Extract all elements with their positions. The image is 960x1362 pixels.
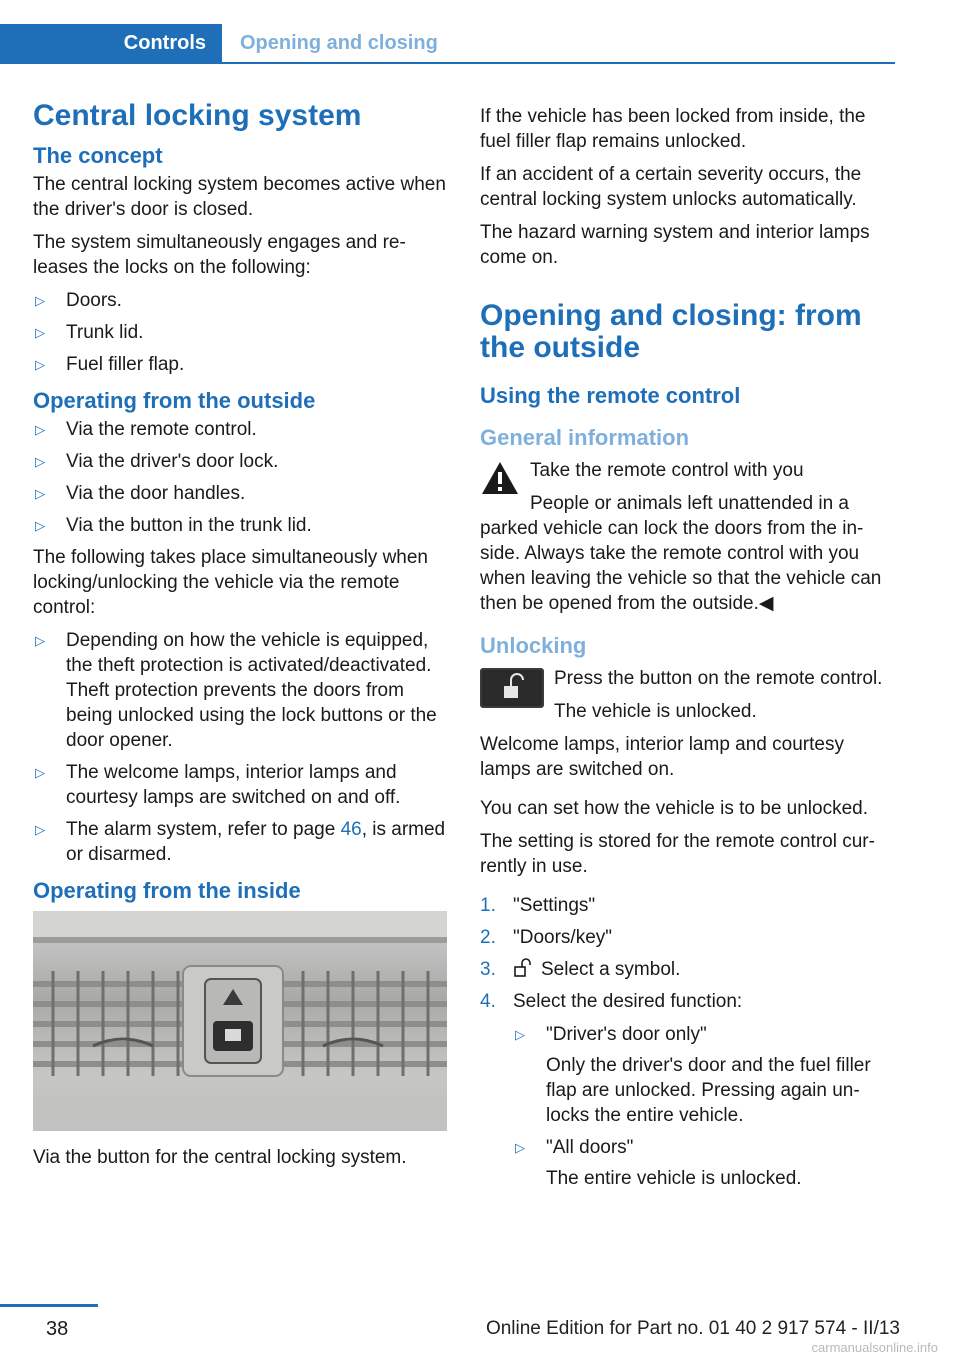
list-item: ▷ Fuel filler flap.: [35, 354, 185, 375]
triangle-bullet-icon: ▷: [35, 765, 45, 780]
setting-paragraph-1: You can set how the vehicle is to be unlocked.: [480, 798, 868, 819]
list-item: ▷ Trunk lid.: [35, 322, 144, 343]
warning-body: People or animals left unattended in a parked vehicle can lock the doors from the in‐side. Always take the remote control with you when leaving the vehicle so that the vehicle can then be opened from the outside.◀: [480, 493, 882, 614]
list-item: ▷ "Driver's door only" Only the driver's door and the fuel filler flap are unlocked. Pressing again un‐locks the entire vehicle.: [515, 1024, 871, 1126]
right-column: [480, 104, 898, 1198]
left-column: [33, 100, 451, 1178]
footer-rule: [0, 1304, 98, 1307]
list-item: ▷ The alarm system, refer to page 46, is armed or disarmed.: [35, 819, 446, 865]
options-list: [513, 1022, 898, 1191]
unlock-lamps: Welcome lamps, interior lamp and courtesy lamps are switched on.: [480, 734, 844, 780]
edition-note: Online Edition for Part no. 01 40 2 917 574 - II/13: [485, 1318, 900, 1339]
list-item: ▷ "All doors" The entire vehicle is unlocked.: [515, 1137, 802, 1189]
setting-paragraph-2: The setting is stored for the remote control cur‐rently in use.: [480, 831, 875, 877]
unlock-result: The vehicle is unlocked.: [554, 701, 757, 722]
triangle-bullet-icon: ▷: [35, 422, 45, 437]
warning-block: [480, 458, 898, 632]
unlock-instruction: Press the button on the remote control.: [554, 668, 883, 689]
unlock-block: [480, 666, 898, 732]
photo-caption: Via the button for the central locking system.: [33, 1147, 407, 1168]
triangle-bullet-icon: ▷: [35, 518, 45, 533]
right-paragraph-1: If the vehicle has been locked from inside, the fuel filler flap remains unlocked.: [480, 106, 866, 152]
outside-paragraph: The following takes place simultaneously when locking/unlocking the vehicle via the remote control:: [33, 547, 428, 618]
triangle-bullet-icon: ▷: [35, 486, 45, 501]
right-paragraph-3: The hazard warning system and interior lamps come on.: [480, 222, 870, 268]
triangle-bullet-icon: ▷: [35, 325, 45, 340]
triangle-bullet-icon: ▷: [35, 633, 45, 648]
remote-control-heading: Using the remote control: [480, 383, 741, 408]
warning-title: Take the remote control with you: [530, 460, 804, 481]
triangle-bullet-icon: ▷: [35, 357, 45, 372]
triangle-bullet-icon: ▷: [35, 293, 45, 308]
section-tab: Controls: [0, 24, 222, 62]
concept-heading: The concept: [33, 143, 163, 168]
page-header: [0, 24, 895, 64]
watermark: carmanualsonline.info: [811, 1340, 938, 1355]
page-reference-link[interactable]: 46: [340, 819, 362, 840]
concept-list: [33, 288, 451, 377]
list-item: ▷ Depending on how the vehicle is equipped, the theft protection is activated/deactivated. Theft protection prevents the doors from being unlocked using the lock buttons or the door opener.: [35, 630, 437, 751]
unlock-symbol-icon: [513, 958, 535, 978]
step-item: 4. Select the desired function: ▷ "Driver's door only" Only the driver's door and the fuel filler flap are unlocked. Pressing again un‐locks the entire vehicle. ▷ "All doors" The entire vehicle is unlocked.: [480, 989, 898, 1191]
unlock-button-icon: [480, 668, 544, 708]
page-title: Central locking system: [33, 99, 362, 132]
list-item: ▷ Via the door handles.: [35, 483, 246, 504]
warning-triangle-icon: [480, 460, 520, 496]
list-item: ▷ Via the driver's door lock.: [35, 451, 279, 472]
step-item: 3. Select a symbol.: [480, 959, 681, 980]
list-item: ▷ The welcome lamps, interior lamps and courtesy lamps are switched on and off.: [35, 762, 401, 808]
triangle-bullet-icon: ▷: [35, 822, 45, 837]
topic-tab: Opening and closing: [240, 32, 438, 54]
list-item: ▷ Doors.: [35, 290, 122, 311]
list-item: ▷ Via the remote control.: [35, 419, 257, 440]
general-info-heading: General information: [480, 425, 690, 450]
section-title: Opening and closing: from the outside: [480, 299, 862, 364]
concept-paragraph-1: The central locking system becomes active when the driver's door is closed.: [33, 174, 446, 220]
page-number: 38: [46, 1318, 69, 1340]
list-item: ▷ Via the button in the trunk lid.: [35, 515, 312, 536]
effect-list: [33, 628, 451, 867]
triangle-bullet-icon: ▷: [35, 454, 45, 469]
unlocking-heading: Unlocking: [480, 633, 587, 658]
triangle-bullet-icon: ▷: [515, 1140, 525, 1155]
right-paragraph-2: If an accident of a certain severity occurs, the central locking system unlocks automatically.: [480, 164, 862, 210]
outside-list: [33, 417, 451, 538]
step-item: 1. "Settings": [480, 895, 596, 916]
outside-heading: Operating from the outside: [33, 388, 316, 413]
central-locking-button-photo: [33, 911, 447, 1131]
inside-heading: Operating from the inside: [33, 878, 301, 903]
triangle-bullet-icon: ▷: [515, 1027, 525, 1042]
steps-list: [480, 893, 898, 1191]
concept-paragraph-2: The system simultaneously engages and re‐leases the locks on the following:: [33, 232, 406, 278]
step-item: 2. "Doors/key": [480, 927, 613, 948]
